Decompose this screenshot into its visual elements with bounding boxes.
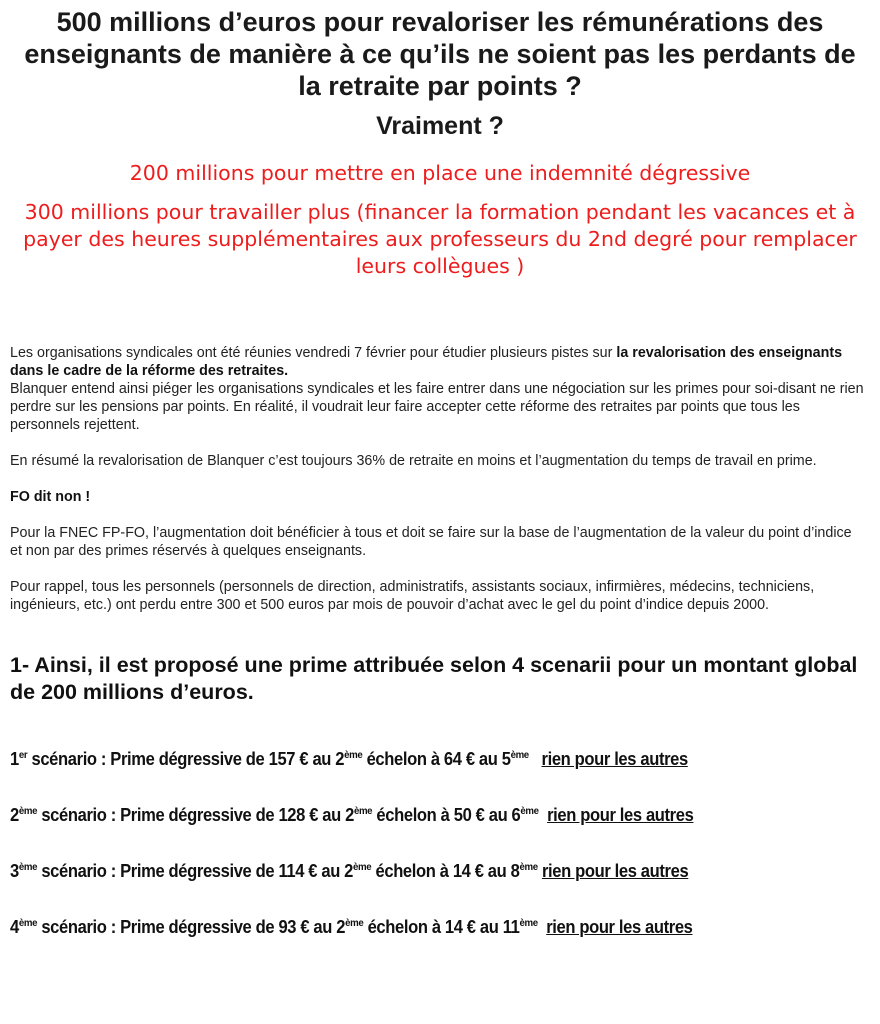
section-heading: 1- Ainsi, il est proposé une prime attribuée selon 4 scenarii pour un montant global de 200 millions d’euros. xyxy=(10,653,858,704)
fnec-paragraph: Pour la FNEC FP-FO, l’augmentation doit bénéficier à tous et doit se faire sur la base de l’augmentation de la valeur du point d’indice et non par des primes réservés à quelques enseignants. xyxy=(10,525,852,559)
intro-rest-text: Blanquer entend ainsi piéger les organisations syndicales et les faire entrer dans une négociation sur les primes pour soi-disant ne rien perdre sur les pensions par points. En réalité, il voudrait leur faire accepter cette réforme des retraites par points que tous les personnels rejettent. xyxy=(10,381,864,433)
ordinal-suffix: ème xyxy=(344,749,363,761)
red-highlight-work-more: 300 millions pour travailler plus (financer la formation pendant les vacances et à payer des heures supplémentaires aux professeurs du 2nd degré pour remplacer leurs collègues ) xyxy=(23,200,857,278)
scenario-line-1 xyxy=(10,748,810,770)
intro-paragraph xyxy=(10,344,866,434)
rien-pour-les-autres-link[interactable]: rien pour les autres xyxy=(546,917,693,937)
ordinal-suffix: ème xyxy=(18,805,38,817)
rien-pour-les-autres-link[interactable]: rien pour les autres xyxy=(541,749,688,769)
red-highlight-indemnity: 200 millions pour mettre en place une indemnité dégressive xyxy=(129,161,751,185)
ordinal-suffix: ème xyxy=(510,749,529,761)
ordinal-suffix: ème xyxy=(345,917,364,929)
summary-paragraph: En résumé la revalorisation de Blanquer c’est toujours 36% de retraite en moins et l’augmentation du temps de travail en prime. xyxy=(10,453,817,469)
scenario-label: scénario : Prime dégressive de 128 € au 2 xyxy=(37,805,354,825)
reminder-paragraph: Pour rappel, tous les personnels (personnels de direction, administratifs, assistants sociaux, infirmières, médecins, techniciens, ingénieurs, etc.) ont perdu entre 300 et 500 euros par mois de pouvoir d’achat avec le gel du point d’indice depuis 2000. xyxy=(10,579,815,613)
scenario-middle: échelon à 14 € au 8 xyxy=(371,861,520,881)
scenario-number: 4 xyxy=(10,917,19,937)
scenario-label: scénario : Prime dégressive de 114 € au 2 xyxy=(37,861,354,881)
scenario-line-2 xyxy=(10,804,810,826)
rien-pour-les-autres-link[interactable]: rien pour les autres xyxy=(547,805,694,825)
ordinal-suffix: ème xyxy=(519,861,538,873)
fo-says-no-text: FO dit non ! xyxy=(10,489,91,505)
scenario-middle: échelon à 64 € au 5 xyxy=(362,749,511,769)
ordinal-suffix: ème xyxy=(520,805,539,817)
ordinal-suffix: ème xyxy=(519,917,538,929)
scenario-line-4 xyxy=(10,916,810,938)
ordinal-suffix: er xyxy=(18,749,28,761)
scenario-middle: échelon à 14 € au 11 xyxy=(363,917,520,937)
ordinal-suffix: ème xyxy=(18,861,38,873)
intro-text: Les organisations syndicales ont été réunies vendredi 7 février pour étudier plusieurs pistes sur xyxy=(10,345,617,361)
ordinal-suffix: ème xyxy=(353,861,372,873)
ordinal-suffix: ème xyxy=(18,917,38,929)
scenario-line-3 xyxy=(10,860,810,882)
scenario-number: 2 xyxy=(10,805,19,825)
rien-pour-les-autres-link[interactable]: rien pour les autres xyxy=(541,861,689,881)
fo-says-no xyxy=(10,488,866,506)
page-title: 500 millions d’euros pour revaloriser les rémunérations des enseignants de manière à ce qu’ils ne soient pas les perdants de la retraite par points ? xyxy=(24,7,856,101)
page-subtitle: Vraiment ? xyxy=(376,112,504,140)
scenario-label: scénario : Prime dégressive de 93 € au 2 xyxy=(37,917,346,937)
ordinal-suffix: ème xyxy=(353,805,373,817)
scenario-number: 1 xyxy=(10,749,19,769)
scenario-middle: échelon à 50 € au 6 xyxy=(372,805,521,825)
scenario-number: 3 xyxy=(10,861,19,881)
scenario-label: scénario : Prime dégressive de 157 € au 2 xyxy=(27,749,345,769)
intro-bold-text: la revalorisation des enseignants dans le cadre de la réforme des retraites. xyxy=(10,345,843,379)
